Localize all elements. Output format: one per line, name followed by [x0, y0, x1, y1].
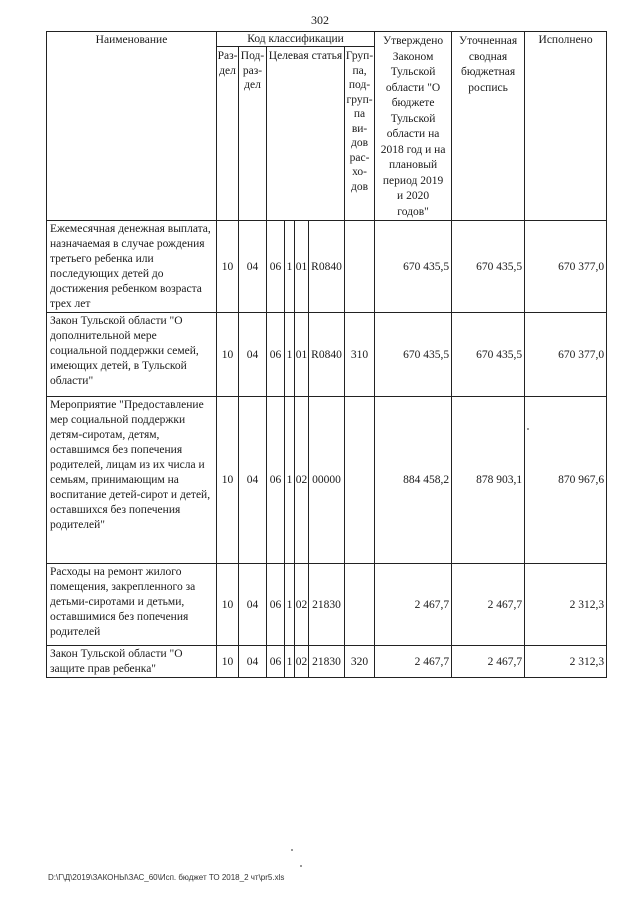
row-name: Закон Тульской области "О защите прав ребенка": [47, 646, 217, 678]
row-target-program: 06: [267, 564, 285, 646]
row-section: 10: [217, 646, 239, 678]
row-target-subprogram: 1: [285, 221, 295, 313]
row-approved: 670 435,5: [375, 313, 452, 397]
row-name: Расходы на ремонт жилого помещения, закрепленного за детьми-сиротами и детьми, оставшимися без попечения родителей: [47, 564, 217, 646]
row-target-program: 06: [267, 646, 285, 678]
row-subsection: 04: [239, 397, 267, 564]
header-subsection: Под- раз- дел: [239, 47, 267, 221]
header-expense-group: Груп- па, под- груп- па ви- дов рас- хо- дов: [345, 47, 375, 221]
header-refined: Уточненная сводная бюджетная роспись: [452, 32, 525, 221]
row-expense-group: 320: [345, 646, 375, 678]
budget-table: [46, 31, 607, 678]
row-refined: 2 467,7: [452, 646, 525, 678]
header-name: Наименование: [47, 32, 217, 221]
row-target-subprogram: 1: [285, 397, 295, 564]
row-target-subprogram: 1: [285, 646, 295, 678]
table-row: [47, 221, 607, 313]
row-refined: 2 467,7: [452, 564, 525, 646]
row-target-direction: R0840: [309, 313, 345, 397]
row-section: 10: [217, 313, 239, 397]
row-approved: 670 435,5: [375, 221, 452, 313]
file-path-footer: D:\Г\Д\2019\ЗАКОНЫ\ЗАС_60\Исп. бюджет ТО 2018_2 чт\pr5.xls: [48, 873, 285, 882]
row-target-direction: 21830: [309, 646, 345, 678]
row-subsection: 04: [239, 313, 267, 397]
row-expense-group: [345, 397, 375, 564]
row-subsection: 04: [239, 646, 267, 678]
table-row: [47, 397, 607, 564]
table-row: [47, 564, 607, 646]
row-executed: 670 377,0: [525, 221, 607, 313]
row-expense-group: 310: [345, 313, 375, 397]
header-target-article: Целевая статья: [267, 47, 345, 221]
row-name: Мероприятие "Предоставление мер социальной поддержки детям-сиротам, детям, оставшимся без попечения родителей, лицам из их числа и семьям, принимающим на воспитание детей-сирот и детей, оставшихся без попечения родителей": [47, 397, 217, 564]
header-executed: Исполнено: [525, 32, 607, 221]
row-target-subprogram: 1: [285, 313, 295, 397]
row-target-event: 02: [295, 397, 309, 564]
row-approved: 884 458,2: [375, 397, 452, 564]
scan-speck: [291, 849, 293, 851]
row-name: Ежемесячная денежная выплата, назначаемая в случае рождения третьего ребенка или последующих детей до достижения ребенком возраста трех лет: [47, 221, 217, 313]
row-target-program: 06: [267, 221, 285, 313]
row-expense-group: [345, 564, 375, 646]
scan-speck: [300, 865, 302, 867]
row-target-event: 01: [295, 313, 309, 397]
row-expense-group: [345, 221, 375, 313]
row-executed: 670 377,0: [525, 313, 607, 397]
row-target-event: 02: [295, 564, 309, 646]
row-refined: 670 435,5: [452, 221, 525, 313]
row-target-direction: 21830: [309, 564, 345, 646]
row-target-direction: 00000: [309, 397, 345, 564]
row-name: Закон Тульской области "О дополнительной мере социальной поддержки семей, имеющих детей, в Тульской области": [47, 313, 217, 397]
table-row: [47, 313, 607, 397]
row-approved: 2 467,7: [375, 646, 452, 678]
row-target-subprogram: 1: [285, 564, 295, 646]
row-section: 10: [217, 564, 239, 646]
row-subsection: 04: [239, 564, 267, 646]
table-row: [47, 646, 607, 678]
row-refined: 878 903,1: [452, 397, 525, 564]
row-target-direction: R0840: [309, 221, 345, 313]
row-executed: 2 312,3: [525, 646, 607, 678]
row-executed: 870 967,6: [525, 397, 607, 564]
header-row-top: [47, 32, 607, 47]
header-classification-code: Код классификации: [217, 32, 375, 47]
row-section: 10: [217, 397, 239, 564]
row-target-event: 02: [295, 646, 309, 678]
scan-speck: [527, 428, 529, 430]
page-number: 302: [311, 13, 329, 27]
row-executed: 2 312,3: [525, 564, 607, 646]
header-approved: Утверждено Законом Тульской области "О бюджете Тульской области на 2018 год и на плановый период 2019 и 2020 годов": [375, 32, 452, 221]
row-target-program: 06: [267, 313, 285, 397]
row-target-event: 01: [295, 221, 309, 313]
row-section: 10: [217, 221, 239, 313]
row-target-program: 06: [267, 397, 285, 564]
row-approved: 2 467,7: [375, 564, 452, 646]
row-subsection: 04: [239, 221, 267, 313]
row-refined: 670 435,5: [452, 313, 525, 397]
header-section: Раз- дел: [217, 47, 239, 221]
